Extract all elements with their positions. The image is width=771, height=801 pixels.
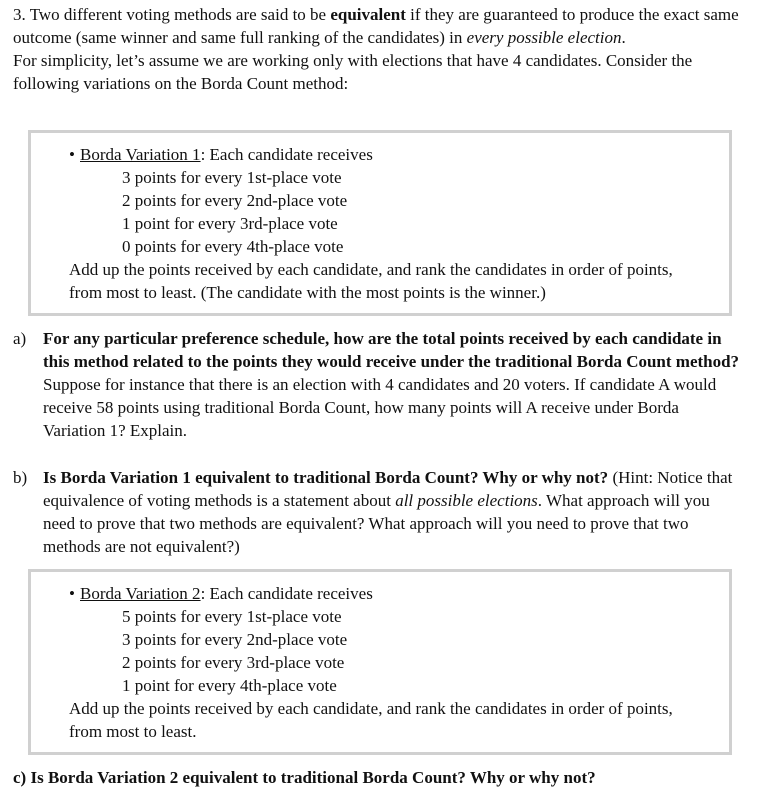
variation-2-points-3rd: 2 points for every 3rd-place vote xyxy=(122,653,345,672)
variation-2-points-2nd: 3 points for every 2nd-place vote xyxy=(122,630,348,649)
definition-text-cont: if they are guaranteed to produce the exact same outcome (same winner and same full ranking of the candidates) in xyxy=(13,5,739,47)
variation-2-instruction-line-2: from most to least. xyxy=(69,722,197,741)
bullet-icon: • xyxy=(69,145,75,164)
equivalent-term: equivalent xyxy=(330,5,406,24)
variation-1-name: Borda Variation 1 xyxy=(80,145,201,164)
variation-2-instruction-line-1: Add up the points received by each candidate, and rank the candidates in order of points, xyxy=(69,699,673,718)
variation-2-points-4th: 1 point for every 4th-place vote xyxy=(122,676,337,695)
question-b xyxy=(13,466,743,558)
definition-text: 3. Two different voting methods are said to be xyxy=(13,5,331,24)
variation-2-points-1st: 5 points for every 1st-place vote xyxy=(122,607,342,626)
question-a xyxy=(13,327,743,442)
assumption-paragraph: For simplicity, let’s assume we are working only with elections that have 4 candidates. Consider the following variations on the Borda Count method: xyxy=(13,51,693,93)
bullet-icon: • xyxy=(69,584,75,603)
variation-1-heading xyxy=(69,143,729,166)
question-c xyxy=(13,766,596,789)
variation-2-name: Borda Variation 2 xyxy=(80,584,201,603)
definition-paragraph xyxy=(13,3,753,49)
question-b-hint-end: . What approach will you need to prove that two methods are equivalent? What approach will you need to prove that two methods are not equivalent?) xyxy=(43,491,710,556)
question-b-bold: Is Borda Variation 1 equivalent to traditional Borda Count? Why or why not? xyxy=(43,468,609,487)
question-b-letter: b) xyxy=(13,468,28,487)
question-b-hint-start: (Hint: Notice that equivalence of voting methods is a statement about xyxy=(43,468,733,510)
variation-1-points-4th: 0 points for every 4th-place vote xyxy=(122,237,344,256)
question-c-text: c) Is Borda Variation 2 equivalent to traditional Borda Count? Why or why not? xyxy=(13,768,596,787)
question-a-letter: a) xyxy=(13,329,27,348)
definition-end: . xyxy=(621,28,626,47)
problem-intro xyxy=(13,3,753,95)
variation-1-instruction-line-2: from most to least. (The candidate with the most points is the winner.) xyxy=(69,283,546,302)
variation-1-points-1st: 3 points for every 1st-place vote xyxy=(122,168,342,187)
variation-1-points-2nd: 2 points for every 2nd-place vote xyxy=(122,191,348,210)
variation-1-intro: : Each candidate receives xyxy=(200,145,373,164)
borda-variation-1-box xyxy=(28,130,732,316)
variation-2-intro: : Each candidate receives xyxy=(200,584,373,603)
question-a-rest: Suppose for instance that there is an election with 4 candidates and 20 voters. If candidate A would receive 58 points using traditional Borda Count, how many points will A receive under Borda Variation 1? Explain. xyxy=(43,375,717,440)
borda-variation-2-box xyxy=(28,569,732,755)
variation-2-heading xyxy=(69,582,729,605)
every-possible-election-phrase: every possible election xyxy=(466,28,622,47)
variation-1-instruction-line-1: Add up the points received by each candidate, and rank the candidates in order of points, xyxy=(69,260,673,279)
variation-1-points-3rd: 1 point for every 3rd-place vote xyxy=(122,214,338,233)
all-possible-elections-phrase: all possible elections xyxy=(395,491,538,510)
question-a-bold: For any particular preference schedule, how are the total points received by each candidate in this method related to the points they would receive under the traditional Borda Count method? xyxy=(43,329,740,371)
